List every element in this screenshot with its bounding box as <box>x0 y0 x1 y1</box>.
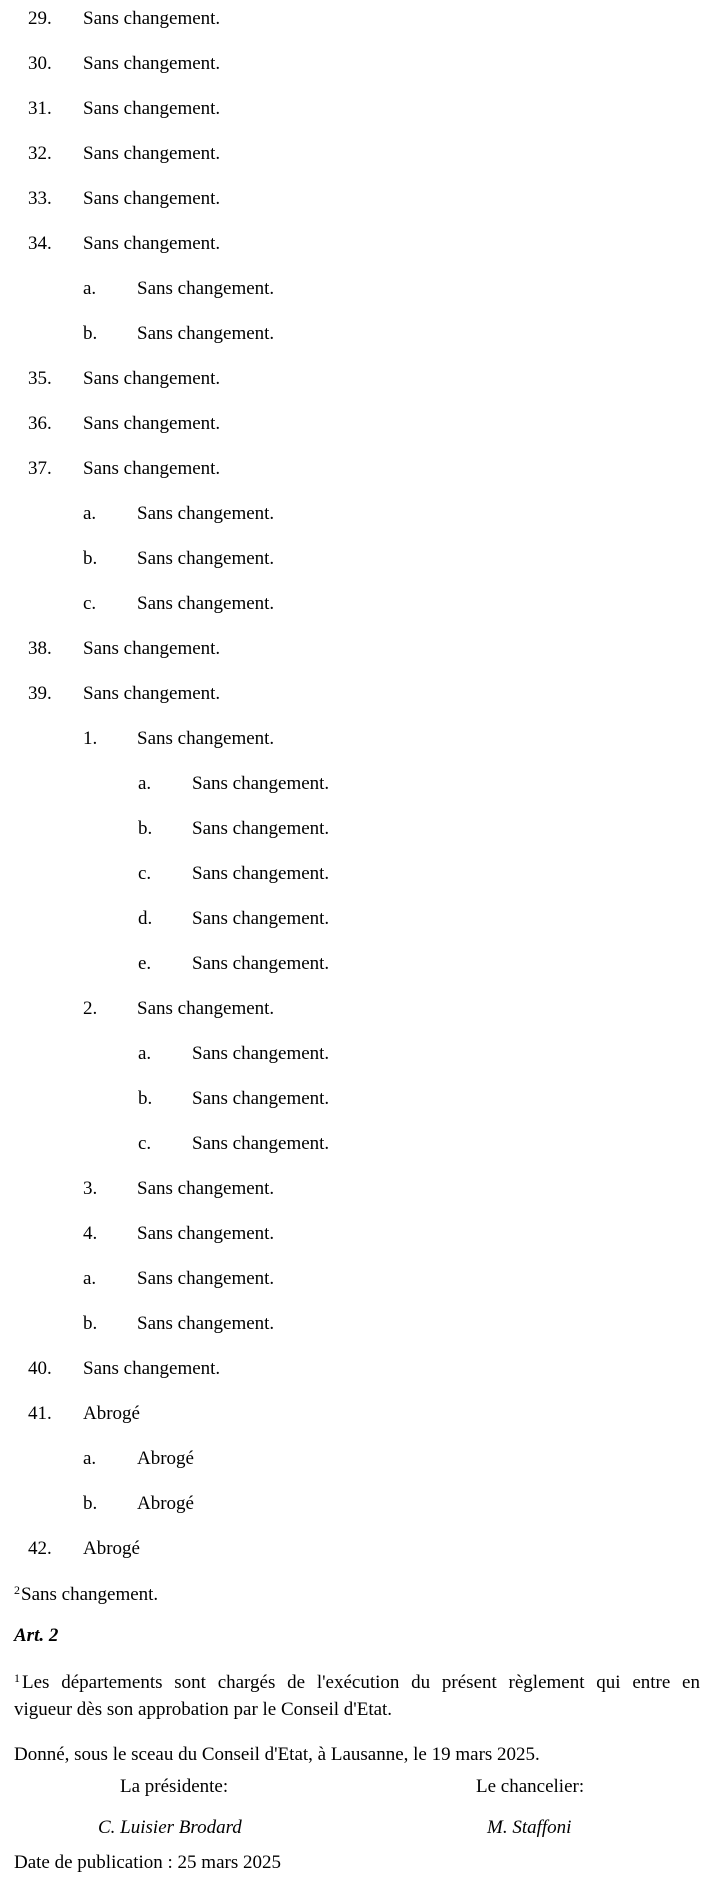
list-item-text: Sans changement. <box>192 1133 330 1154</box>
list-item <box>0 1489 713 1534</box>
list-item-text: Sans changement. <box>83 98 221 119</box>
list-item <box>0 1219 713 1264</box>
signature-left-title: La présidente: <box>120 1776 229 1797</box>
list-item <box>0 859 713 904</box>
list-item <box>0 724 713 769</box>
list-item-number: b. <box>83 548 98 569</box>
list-item-text: Sans changement. <box>137 728 275 749</box>
list-item-number: 29. <box>28 8 52 29</box>
list-item-number: c. <box>138 863 152 884</box>
list-item <box>0 4 713 49</box>
list-item <box>0 904 713 949</box>
list-item-text: Sans changement. <box>137 503 275 524</box>
list-item-text: Sans changement. <box>83 8 221 29</box>
list-item-text: Abrogé <box>83 1403 140 1424</box>
list-item-number: 31. <box>28 98 52 119</box>
list-item-number: 4. <box>83 1223 98 1244</box>
list-item-text: Sans changement. <box>137 323 275 344</box>
alinea-2-marker: 2 <box>14 1583 20 1597</box>
list-item-number: c. <box>83 593 97 614</box>
list-item-number: a. <box>83 278 97 299</box>
list-item-text: Sans changement. <box>192 818 330 839</box>
list-item-text: Sans changement. <box>137 998 275 1019</box>
article-2-paragraph <box>14 1665 700 1723</box>
list-item-number: 37. <box>28 458 52 479</box>
list-item <box>0 364 713 409</box>
list-item-text: Sans changement. <box>137 593 275 614</box>
article-2-heading: Art. 2 <box>14 1625 59 1646</box>
article-2-line-1 <box>14 1665 700 1696</box>
list-item-number: b. <box>138 1088 153 1109</box>
amendment-list <box>0 4 713 1579</box>
list-item-text: Sans changement. <box>137 1178 275 1199</box>
list-item-number: 33. <box>28 188 52 209</box>
list-item <box>0 1534 713 1579</box>
list-item-number: 40. <box>28 1358 52 1379</box>
list-item-number: 39. <box>28 683 52 704</box>
list-item-text: Sans changement. <box>83 638 221 659</box>
signature-right-name: M. Staffoni <box>487 1817 572 1838</box>
list-item-text: Abrogé <box>137 1493 194 1514</box>
list-item-number: a. <box>138 1043 152 1064</box>
list-item-text: Sans changement. <box>192 908 330 929</box>
list-item-number: 34. <box>28 233 52 254</box>
list-item-text: Abrogé <box>83 1538 140 1559</box>
list-item-text: Sans changement. <box>83 53 221 74</box>
list-item <box>0 1084 713 1129</box>
list-item-text: Sans changement. <box>83 368 221 389</box>
list-item <box>0 184 713 229</box>
list-item-number: 36. <box>28 413 52 434</box>
list-item <box>0 274 713 319</box>
list-item-text: Sans changement. <box>192 953 330 974</box>
signature-right-title: Le chancelier: <box>476 1776 585 1797</box>
list-item <box>0 409 713 454</box>
list-item-number: 30. <box>28 53 52 74</box>
list-item <box>0 499 713 544</box>
list-item-text: Sans changement. <box>137 1313 275 1334</box>
publication-date: Date de publication : 25 mars 2025 <box>14 1852 281 1873</box>
given-statement: Donné, sous le sceau du Conseil d'Etat, à Lausanne, le 19 mars 2025. <box>14 1744 540 1765</box>
list-item-number: 1. <box>83 728 98 749</box>
list-item <box>0 1309 713 1354</box>
list-item <box>0 1399 713 1444</box>
list-item-number: 2. <box>83 998 98 1019</box>
article-2-line-1-text: Les départements sont chargés de l'exécution du présent règlement qui entre en <box>22 1672 700 1693</box>
list-item <box>0 769 713 814</box>
list-item-text: Sans changement. <box>83 458 221 479</box>
signature-left-name: C. Luisier Brodard <box>98 1817 242 1838</box>
list-item <box>0 139 713 184</box>
list-item-number: c. <box>138 1133 152 1154</box>
list-item-text: Sans changement. <box>137 278 275 299</box>
list-item <box>0 1174 713 1219</box>
list-item <box>0 994 713 1039</box>
list-item-number: 32. <box>28 143 52 164</box>
list-item-number: b. <box>83 323 98 344</box>
list-item <box>0 544 713 589</box>
alinea-2-text: Sans changement. <box>21 1584 159 1605</box>
list-item <box>0 679 713 724</box>
list-item-text: Sans changement. <box>137 1223 275 1244</box>
list-item-text: Sans changement. <box>137 1268 275 1289</box>
list-item-number: b. <box>138 818 153 839</box>
list-item-number: 3. <box>83 1178 98 1199</box>
list-item <box>0 94 713 139</box>
list-item <box>0 229 713 274</box>
list-item-number: a. <box>83 503 97 524</box>
list-item <box>0 1129 713 1174</box>
list-item <box>0 1444 713 1489</box>
list-item-text: Sans changement. <box>83 188 221 209</box>
list-item <box>0 319 713 364</box>
list-item-number: 41. <box>28 1403 52 1424</box>
list-item-text: Sans changement. <box>83 143 221 164</box>
list-item <box>0 814 713 859</box>
list-item-number: d. <box>138 908 153 929</box>
list-item-text: Sans changement. <box>83 683 221 704</box>
article-2-line-2: vigueur dès son approbation par le Conseil d'Etat. <box>14 1699 393 1720</box>
list-item-text: Sans changement. <box>83 413 221 434</box>
list-item-text: Sans changement. <box>137 548 275 569</box>
list-item-number: b. <box>83 1313 98 1334</box>
list-item <box>0 454 713 499</box>
list-item <box>0 1039 713 1084</box>
list-item-text: Abrogé <box>137 1448 194 1469</box>
list-item-number: 35. <box>28 368 52 389</box>
list-item-number: a. <box>83 1268 97 1289</box>
list-item <box>0 1354 713 1399</box>
alinea-2 <box>14 1575 158 1610</box>
list-item-number: b. <box>83 1493 98 1514</box>
list-item-text: Sans changement. <box>192 773 330 794</box>
list-item-number: e. <box>138 953 152 974</box>
list-item-text: Sans changement. <box>192 863 330 884</box>
list-item-number: 38. <box>28 638 52 659</box>
list-item <box>0 49 713 94</box>
article-2-marker: 1 <box>14 1671 20 1685</box>
list-item-text: Sans changement. <box>192 1088 330 1109</box>
list-item <box>0 589 713 634</box>
list-item-text: Sans changement. <box>83 1358 221 1379</box>
list-item-number: a. <box>138 773 152 794</box>
list-item-number: a. <box>83 1448 97 1469</box>
list-item-number: 42. <box>28 1538 52 1559</box>
list-item <box>0 949 713 994</box>
list-item <box>0 634 713 679</box>
list-item <box>0 1264 713 1309</box>
list-item-text: Sans changement. <box>83 233 221 254</box>
list-item-text: Sans changement. <box>192 1043 330 1064</box>
